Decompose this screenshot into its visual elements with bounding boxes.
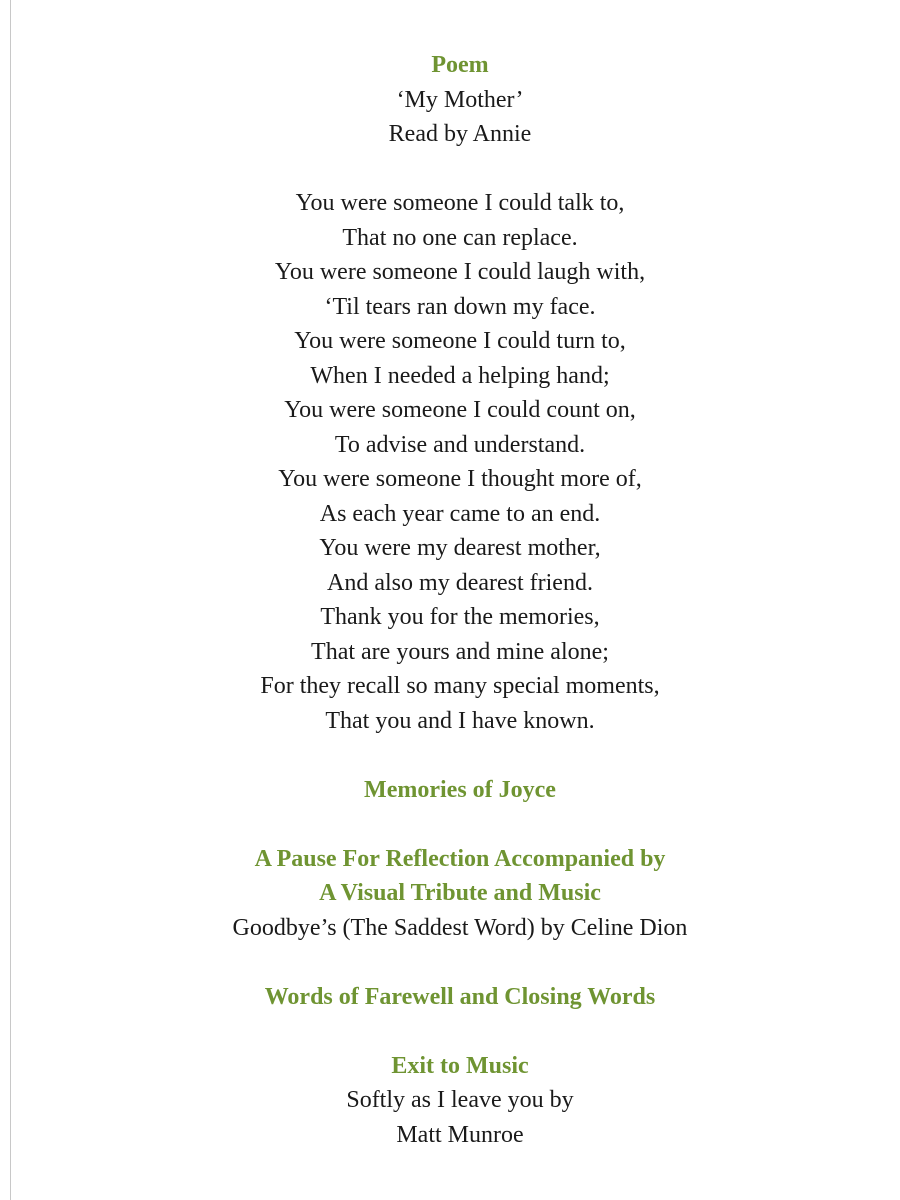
poem-line: To advise and understand. — [334, 431, 586, 458]
poem-line: ‘Til tears ran down my face. — [324, 293, 596, 320]
poem-section — [20, 48, 900, 738]
poem-line: That are yours and mine alone; — [311, 638, 609, 665]
reflection-heading-line-2: A Visual Tribute and Music — [319, 880, 601, 906]
spacer — [20, 1014, 900, 1049]
poem-line: As each year came to an end. — [319, 500, 601, 527]
poem-line: That you and I have known. — [325, 707, 595, 734]
poem-lines — [20, 186, 900, 738]
poem-line: You were someone I could turn to, — [294, 328, 626, 354]
poem-line: Thank you for the memories, — [320, 604, 600, 630]
poem-line: When I needed a helping hand; — [310, 362, 610, 389]
poem-title: ‘My Mother’ — [396, 86, 524, 113]
poem-line: You were someone I could talk to, — [295, 190, 625, 216]
farewell-heading: Words of Farewell and Closing Words — [264, 983, 656, 1010]
poem-line: You were someone I thought more of, — [278, 466, 642, 492]
memories-section — [20, 773, 900, 808]
poem-line: You were someone I could laugh with, — [274, 259, 646, 285]
spacer — [20, 807, 900, 842]
poem-line: You were someone I could count on, — [284, 397, 636, 423]
poem-line: That no one can replace. — [342, 224, 578, 251]
exit-music-line-2: Matt Munroe — [396, 1121, 524, 1148]
page-edge — [10, 0, 11, 1200]
spacer — [20, 152, 900, 187]
spacer — [20, 738, 900, 773]
poem-line: You were my dearest mother, — [319, 535, 601, 561]
reflection-music: Goodbye’s (The Saddest Word) by Celine Dion — [232, 914, 688, 941]
poem-line: And also my dearest friend. — [327, 569, 593, 596]
exit-heading: Exit to Music — [391, 1052, 529, 1079]
poem-reader: Read by Annie — [388, 121, 532, 147]
farewell-section — [20, 980, 900, 1015]
reflection-heading-line-1: A Pause For Reflection Accompanied by — [254, 845, 666, 872]
exit-music-line-1: Softly as I leave you by — [346, 1087, 574, 1113]
memories-heading: Memories of Joyce — [364, 776, 556, 803]
poem-heading: Poem — [431, 52, 489, 78]
reflection-section — [20, 842, 900, 946]
spacer — [20, 945, 900, 980]
order-of-service-page — [20, 48, 900, 1152]
poem-line: For they recall so many special moments, — [260, 673, 660, 699]
exit-section — [20, 1049, 900, 1153]
